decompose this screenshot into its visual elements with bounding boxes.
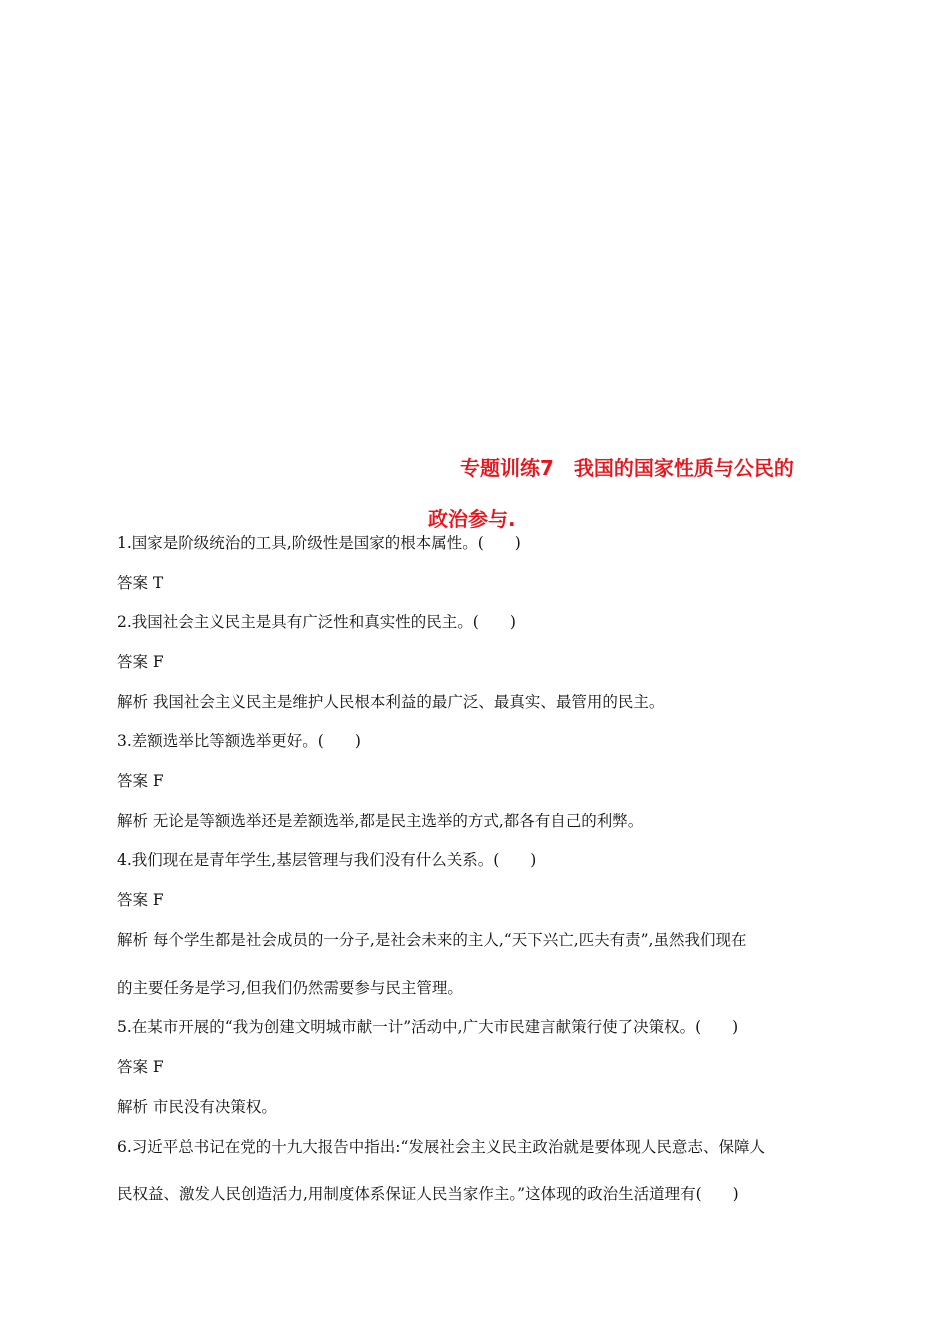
question-6-cont: 民权益、激发人民创造活力,用制度体系保证人民当家作主。”这体现的政治生活道理有( ) (117, 1185, 739, 1203)
answer-5: 答案 F (117, 1058, 164, 1076)
question-5: 5.在某市开展的“我为创建文明城市献一计”活动中,广大市民建言献策行使了决策权。( ) (117, 1018, 739, 1036)
analysis-5: 解析 市民没有决策权。 (117, 1098, 277, 1116)
answer-1: 答案 T (117, 574, 164, 592)
answer-4: 答案 F (117, 891, 164, 909)
analysis-4-cont: 的主要任务是学习,但我们仍然需要参与民主管理。 (117, 979, 463, 997)
question-2: 2.我国社会主义民主是具有广泛性和真实性的民主。( ) (117, 613, 516, 631)
doc-title-line2: 政治参与. (428, 507, 516, 531)
question-1: 1.国家是阶级统治的工具,阶级性是国家的根本属性。( ) (117, 534, 521, 552)
analysis-2: 解析 我国社会主义民主是维护人民根本利益的最广泛、最真实、最管用的民主。 (117, 693, 665, 711)
answer-2: 答案 F (117, 653, 164, 671)
analysis-4: 解析 每个学生都是社会成员的一分子,是社会未来的主人,“天下兴亡,匹夫有责”,虽然我们现在 (117, 931, 747, 949)
doc-title-line1: 专题训练7 我国的国家性质与公民的 (460, 456, 794, 480)
question-3: 3.差额选举比等额选举更好。( ) (117, 732, 361, 750)
analysis-3: 解析 无论是等额选举还是差额选举,都是民主选举的方式,都各有自己的利弊。 (117, 812, 644, 830)
question-6: 6.习近平总书记在党的十九大报告中指出:“发展社会主义民主政治就是要体现人民意志、保障人 (117, 1138, 765, 1156)
answer-3: 答案 F (117, 772, 164, 790)
question-4: 4.我们现在是青年学生,基层管理与我们没有什么关系。( ) (117, 851, 537, 869)
